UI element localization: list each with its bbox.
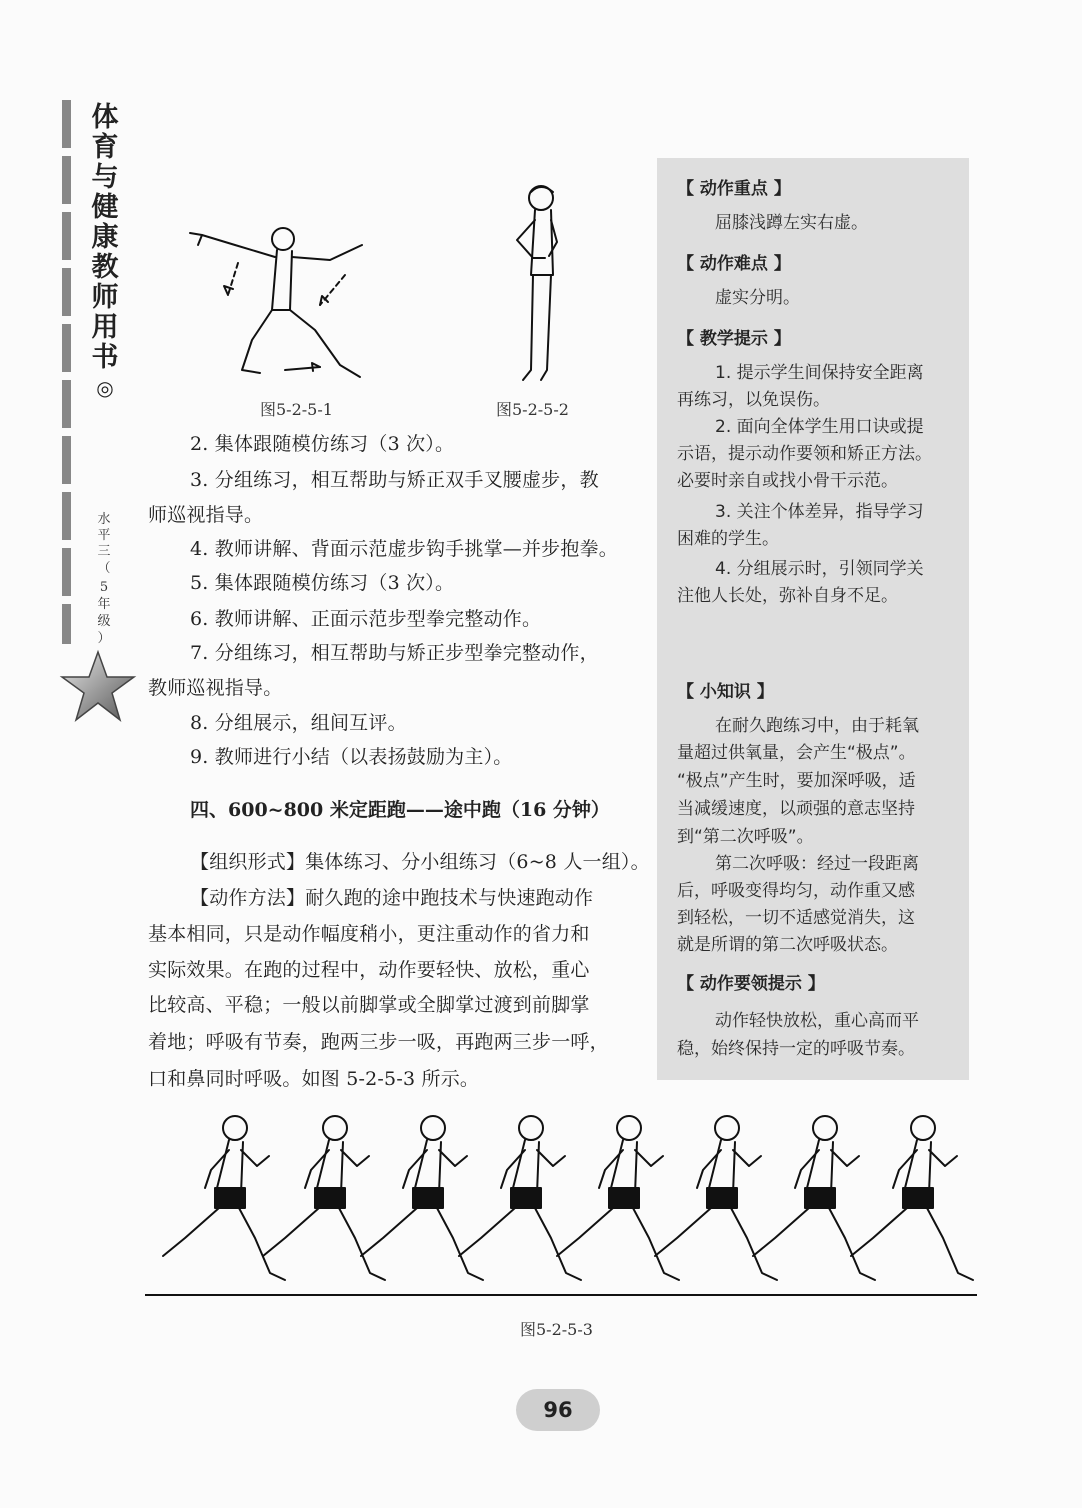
panel-line: 困难的学生。 <box>677 529 779 549</box>
text-line: 口和鼻同时呼吸。如图 5-2-5-3 所示。 <box>148 1068 480 1090</box>
star-icon <box>60 650 136 722</box>
book-title-char: 书 <box>91 342 119 373</box>
panel-line: 虚实分明。 <box>715 288 800 308</box>
text-line: 【组织形式】集体练习、分小组练习（6~8 人一组）。 <box>190 851 650 873</box>
text-line: 基本相同，只是动作幅度稍小，更注重动作的省力和 <box>148 923 590 945</box>
level-char: 平 <box>97 528 111 543</box>
panel-line: 示语，提示动作要领和矫正方法。 <box>677 444 932 464</box>
text-line: 师巡视指导。 <box>148 504 264 526</box>
text-line: 5. 集体跟随模仿练习（3 次）。 <box>190 572 455 594</box>
text-line: 【动作方法】耐久跑的途中跑技术与快速跑动作 <box>190 887 594 909</box>
book-title-char: 育 <box>91 132 119 163</box>
panel-line: 当减缓速度，以顽强的意志坚持 <box>677 799 915 819</box>
text-line: 8. 分组展示，组间互评。 <box>190 712 407 734</box>
panel-line: 4. 分组展示时，引领同学关 <box>715 559 924 579</box>
panel-heading: 【 动作重点 】 <box>677 179 791 199</box>
level-char: 级 <box>97 614 111 629</box>
level-char: （ <box>97 561 111 576</box>
text-line: 4. 教师讲解、背面示范虚步钩手挑掌—并步抱拳。 <box>190 538 618 560</box>
book-title-char: 用 <box>91 312 119 343</box>
panel-line: 到“第二次呼吸”。 <box>677 827 814 847</box>
panel-line: 在耐久跑练习中，由于耗氧 <box>715 716 919 736</box>
panel-line: 必要时亲自或找小骨干示范。 <box>677 471 898 491</box>
level-char: 三 <box>97 544 111 559</box>
text-line: 9. 教师进行小结（以表扬鼓励为主）。 <box>190 746 513 768</box>
text-line: 教师巡视指导。 <box>148 677 283 699</box>
figure-caption: 图5-2-5-2 <box>496 400 569 419</box>
figure-wushu-stance <box>180 215 380 385</box>
section-heading: 四、600~800 米定距跑——途中跑（16 分钟） <box>190 799 610 821</box>
panel-heading: 【 动作难点 】 <box>677 254 791 274</box>
figure-caption: 图5-2-5-1 <box>260 400 333 419</box>
figure-running-sequence <box>145 1108 977 1300</box>
book-title-char: 康 <box>91 222 119 253</box>
level-char: 水 <box>97 512 111 527</box>
panel-line: 动作轻快放松，重心高而平 <box>715 1011 919 1031</box>
text-line: 2. 集体跟随模仿练习（3 次）。 <box>190 433 455 455</box>
panel-line: 屈膝浅蹲左实右虚。 <box>715 213 868 233</box>
level-char: 5 <box>99 580 109 595</box>
panel-line: 3. 关注个体差异，指导学习 <box>715 502 924 522</box>
panel-line: “极点”产生时，要加深呼吸，适 <box>677 771 916 791</box>
level-char: 年 <box>97 597 111 612</box>
panel-line: 2. 面向全体学生用口诀或提 <box>715 417 924 437</box>
panel-heading: 【 小知识 】 <box>677 682 774 702</box>
panel-line: 稳，始终保持一定的呼吸节奏。 <box>677 1039 915 1059</box>
text-line: 6. 教师讲解、正面示范步型拳完整动作。 <box>190 608 542 630</box>
book-title-char: 与 <box>91 162 119 193</box>
text-line: 3. 分组练习，相互帮助与矫正双手叉腰虚步，教 <box>190 469 599 491</box>
panel-heading: 【 动作要领提示 】 <box>677 974 825 994</box>
panel-line: 1. 提示学生间保持安全距离 <box>715 363 924 383</box>
panel-line: 量超过供氧量，会产生“极点”。 <box>677 743 916 763</box>
panel-line: 就是所谓的第二次呼吸状态。 <box>677 935 898 955</box>
figure-standing <box>495 180 585 395</box>
panel-line: 注他人长处，弥补自身不足。 <box>677 586 898 606</box>
book-title-char: 教 <box>91 252 119 283</box>
text-line: 比较高、平稳；一般以前脚掌或全脚掌过渡到前脚掌 <box>148 994 590 1016</box>
text-line: 实际效果。在跑的过程中，动作要轻快、放松，重心 <box>148 959 590 981</box>
panel-line: 后，呼吸变得均匀，动作重又感 <box>677 881 915 901</box>
book-title-char: 体 <box>91 102 119 133</box>
book-title-char: 师 <box>91 282 119 313</box>
panel-line: 到轻松，一切不适感觉消失，这 <box>677 908 915 928</box>
panel-line: 第二次呼吸：经过一段距离 <box>715 854 919 874</box>
text-line: 着地；呼吸有节奏，跑两三步一吸，再跑两三步一呼， <box>148 1031 609 1053</box>
panel-heading: 【 教学提示 】 <box>677 329 791 349</box>
panel-line: 再练习，以免误伤。 <box>677 390 830 410</box>
page-number: 96 <box>516 1389 600 1431</box>
circle-mark: ◎ <box>96 376 114 400</box>
text-line: 7. 分组练习，相互帮助与矫正步型拳完整动作， <box>190 642 599 664</box>
figure-caption: 图5-2-5-3 <box>520 1320 593 1339</box>
book-title-char: 健 <box>91 192 119 223</box>
level-char: ） <box>97 631 111 646</box>
